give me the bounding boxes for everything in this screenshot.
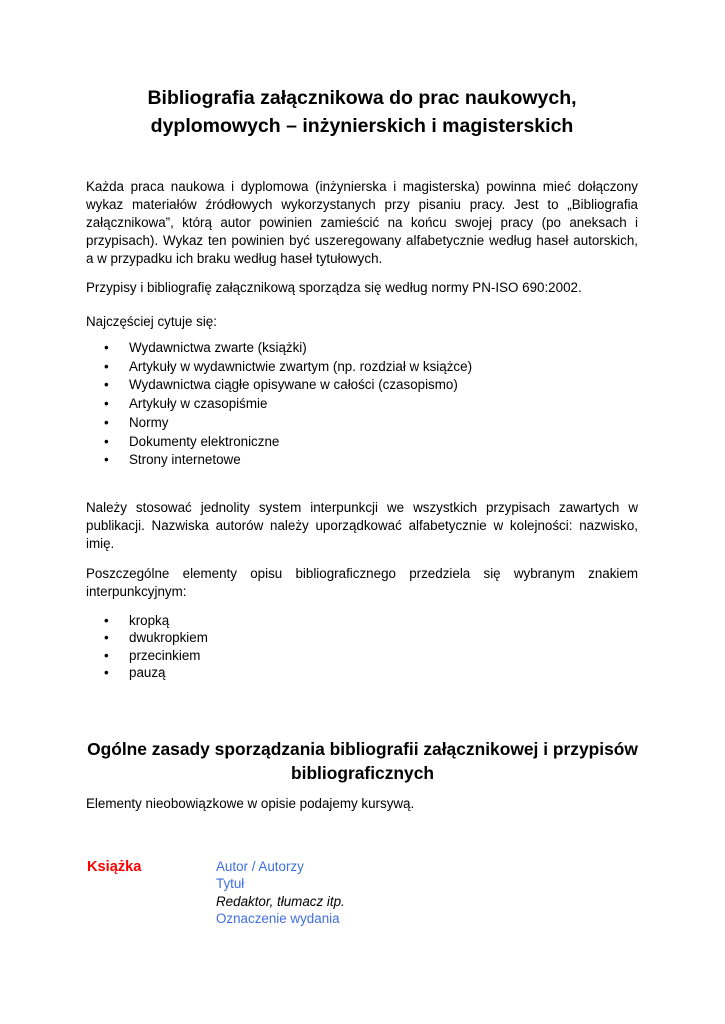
punctuation-line: imię. [86,536,115,551]
title-line-1: Bibliografia załącznikowa do prac naukowych, [147,87,577,109]
punctuation-line: publikacji. Nazwiska autorów należy uporządkować alfabetycznie w kolejności: nazwisko, [86,518,638,533]
section-heading-line-2: bibliograficznych [290,763,434,783]
separator-line: interpunkcyjnym: [86,584,187,599]
intro-line: przypisach). Wykaz ten powinien być uszeregowany alfabetycznie według haseł autorskich, [86,233,638,248]
punctuation-paragraph [86,499,638,553]
field-author: Autor / Autorzy [216,859,304,874]
list-item: • Strony internetowe [86,451,472,470]
list-item: • Wydawnictwa ciągłe opisywane w całości (czasopismo) [86,376,472,395]
field-title: Tytuł [216,876,245,892]
list-item: • Artykuły w czasopiśmie [86,395,472,414]
title-line-2: dyplomowych – inżynierskich i magisterskich [150,115,574,137]
intro-line: Każda praca naukowa i dyplomowa (inżynierska i magisterska) powinna mieć dołączony [86,179,638,194]
list-item: • Wydawnictwa zwarte (książki) [86,339,472,358]
optional-note: Elementy nieobowiązkowe w opisie podajemy kursywą. [86,796,415,811]
punctuation-line: Należy stosować jednolity system interpunkcji we wszystkich przypisach zawartych w [86,500,638,515]
section-heading [80,737,645,785]
list-item: • Normy [86,414,472,433]
book-fields [216,858,345,927]
list-item: • kropką [86,612,208,629]
list-item: • pauzą [86,664,208,681]
document-title [86,84,638,140]
intro-line: a w przypadku ich braku według haseł tytułowych. [86,251,383,266]
intro-line: wykaz materiałów źródłowych wykorzystanych przy pisaniu pracy. Jest to „Bibliografia [86,197,638,212]
intro-line: załącznikowa”, którą autor powinien zamieścić na końcu swojej pracy (po aneksach i [86,215,638,230]
separator-list [86,612,208,681]
norm-paragraph: Przypisy i bibliografię załącznikową sporządza się według normy PN-ISO 690:2002. [86,280,582,295]
section-heading-line-1: Ogólne zasady sporządzania bibliografii załącznikowej i przypisów [87,739,638,759]
separator-paragraph [86,565,638,601]
field-editor: Redaktor, tłumacz itp. [216,893,345,909]
intro-paragraph [86,178,638,268]
separator-line: Poszczególne elementy opisu bibliograficznego przedziela się wybranym znakiem [86,566,638,581]
book-label: Książka [87,859,142,875]
list-item: • Artykuły w wydawnictwie zwartym (np. rozdział w książce) [86,358,472,377]
field-edition: Oznaczenie wydania [216,910,340,926]
cited-intro: Najczęściej cytuje się: [86,314,217,329]
cited-list [86,339,472,470]
list-item: • przecinkiem [86,647,208,664]
list-item: • dwukropkiem [86,629,208,646]
list-item: • Dokumenty elektroniczne [86,433,472,452]
